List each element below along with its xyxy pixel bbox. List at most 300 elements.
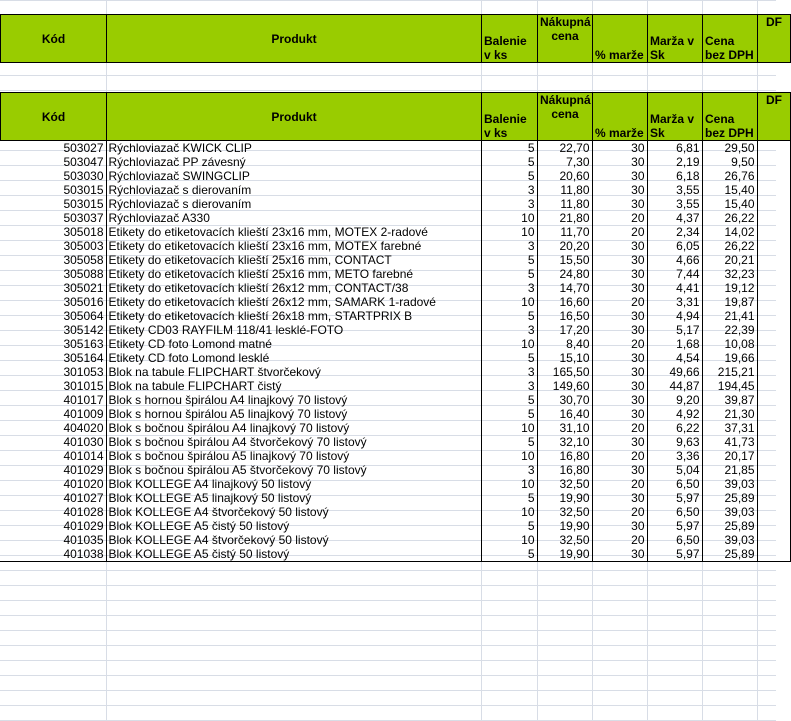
cell-kod[interactable]: 404020: [0, 421, 106, 435]
gridline: [0, 630, 776, 631]
cell-produkt[interactable]: Etikety do etiketovacích klieští 26x18 mm, STARTPRIX B: [106, 309, 481, 323]
cell-balenie[interactable]: 3: [481, 379, 537, 393]
cell-kod[interactable]: 305142: [0, 323, 106, 337]
table-row: [0, 211, 790, 225]
cell-kod[interactable]: 401027: [0, 491, 106, 505]
cell-kod[interactable]: 401028: [0, 505, 106, 519]
cell-balenie[interactable]: 5: [481, 267, 537, 281]
gridline: [0, 75, 776, 76]
cell-marze[interactable]: 30: [592, 197, 647, 211]
gridline: [0, 600, 776, 601]
cell-nakupna-cena[interactable]: 32,50: [537, 477, 592, 491]
cell-marze[interactable]: 30: [592, 351, 647, 365]
cell-marze[interactable]: 30: [592, 169, 647, 183]
cell-kod[interactable]: 401038: [0, 547, 106, 562]
cell-produkt[interactable]: Etikety CD03 RAYFILM 118/41 lesklé-FOTO: [106, 323, 481, 337]
header-balenie-2[interactable]: Balenie v ks: [482, 93, 538, 141]
header-kod-2[interactable]: Kód: [1, 93, 107, 141]
cell-balenie[interactable]: 10: [481, 505, 537, 519]
cell-cena-bez-dph[interactable]: 21,30: [702, 407, 757, 421]
table-row: [0, 295, 790, 309]
cell-marza-sk[interactable]: 5,97: [647, 491, 702, 505]
cell-kod[interactable]: 305003: [0, 239, 106, 253]
cell-balenie[interactable]: 10: [481, 533, 537, 547]
cell-cena-bez-dph[interactable]: 29,50: [702, 141, 757, 155]
cell-marze[interactable]: 20: [592, 295, 647, 309]
cell-produkt[interactable]: Blok s bočnou špirálou A5 linajkový 70 listový: [106, 449, 481, 463]
cell-marza-sk[interactable]: 7,44: [647, 267, 702, 281]
cell-marze[interactable]: 30: [592, 435, 647, 449]
cell-kod[interactable]: 401029: [0, 463, 106, 477]
cell-kod[interactable]: 401035: [0, 533, 106, 547]
table-row: [0, 337, 790, 351]
cell-dph[interactable]: [757, 197, 790, 211]
cell-cena-bez-dph[interactable]: 10,08: [702, 337, 757, 351]
cell-kod[interactable]: 305164: [0, 351, 106, 365]
cell-cena-bez-dph[interactable]: 20,21: [702, 253, 757, 267]
gridline: [0, 675, 776, 676]
cell-produkt[interactable]: Etikety do etiketovacích klieští 23x16 mm, MOTEX farebné: [106, 239, 481, 253]
cell-marza-sk[interactable]: 4,54: [647, 351, 702, 365]
gridline: [0, 570, 776, 571]
cell-produkt[interactable]: Etikety do etiketovacích klieští 25x16 mm, METO farebné: [106, 267, 481, 281]
table-row: [0, 505, 790, 519]
table-row: [0, 155, 790, 169]
cell-nakupna-cena[interactable]: 11,70: [537, 225, 592, 239]
cell-marza-sk[interactable]: 1,68: [647, 337, 702, 351]
cell-produkt[interactable]: Blok na tabule FLIPCHART štvorčekový: [106, 365, 481, 379]
cell-kod[interactable]: 401014: [0, 449, 106, 463]
cell-dph[interactable]: [757, 141, 790, 155]
cell-marze[interactable]: 20: [592, 477, 647, 491]
cell-produkt[interactable]: Blok KOLLEGE A4 štvorčekový 50 listový: [106, 505, 481, 519]
cell-nakupna-cena[interactable]: 32,10: [537, 435, 592, 449]
cell-kod[interactable]: 503037: [0, 211, 106, 225]
cell-cena-bez-dph[interactable]: 25,89: [702, 547, 757, 562]
cell-kod[interactable]: 305163: [0, 337, 106, 351]
cell-nakupna-cena[interactable]: 31,10: [537, 421, 592, 435]
cell-nakupna-cena[interactable]: 20,60: [537, 169, 592, 183]
cell-marza-sk[interactable]: 3,31: [647, 295, 702, 309]
table-row: [0, 323, 790, 337]
cell-nakupna-cena[interactable]: 11,80: [537, 197, 592, 211]
cell-dph[interactable]: [757, 379, 790, 393]
gridline: [0, 690, 776, 691]
cell-kod[interactable]: 503047: [0, 155, 106, 169]
cell-dph[interactable]: [757, 421, 790, 435]
cell-nakupna-cena[interactable]: 21,80: [537, 211, 592, 225]
cell-nakupna-cena[interactable]: 17,20: [537, 323, 592, 337]
cell-marze[interactable]: 20: [592, 505, 647, 519]
cell-produkt[interactable]: Blok na tabule FLIPCHART čistý: [106, 379, 481, 393]
cell-balenie[interactable]: 3: [481, 183, 537, 197]
cell-nakupna-cena[interactable]: 22,70: [537, 141, 592, 155]
table-row: [0, 435, 790, 449]
table-row: [0, 351, 790, 365]
cell-cena-bez-dph[interactable]: 39,03: [702, 477, 757, 491]
cell-dph[interactable]: [757, 253, 790, 267]
header-marza-sk[interactable]: Marža v Sk: [648, 15, 703, 63]
cell-cena-bez-dph[interactable]: 26,22: [702, 239, 757, 253]
cell-marza-sk[interactable]: 49,66: [647, 365, 702, 379]
cell-kod[interactable]: 503015: [0, 183, 106, 197]
cell-cena-bez-dph[interactable]: 20,17: [702, 449, 757, 463]
cell-nakupna-cena[interactable]: 32,50: [537, 505, 592, 519]
cell-kod[interactable]: 305016: [0, 295, 106, 309]
cell-produkt[interactable]: Etikety CD foto Lomond lesklé: [106, 351, 481, 365]
cell-dph[interactable]: [757, 211, 790, 225]
gridline: [0, 705, 776, 706]
cell-marze[interactable]: 30: [592, 323, 647, 337]
table-row: [0, 281, 790, 295]
cell-dph[interactable]: [757, 365, 790, 379]
cell-cena-bez-dph[interactable]: 15,40: [702, 197, 757, 211]
cell-marze[interactable]: 30: [592, 393, 647, 407]
cell-dph[interactable]: [757, 477, 790, 491]
cell-produkt[interactable]: Etikety do etiketovacích klieští 25x16 mm, CONTACT: [106, 253, 481, 267]
table-row: [0, 477, 790, 491]
cell-balenie[interactable]: 5: [481, 141, 537, 155]
cell-produkt[interactable]: Rýchloviazač KWICK CLIP: [106, 141, 481, 155]
cell-marza-sk[interactable]: 4,41: [647, 281, 702, 295]
header-dph-2[interactable]: DF: [758, 93, 791, 141]
gridline: [0, 90, 776, 91]
cell-cena-bez-dph[interactable]: 215,21: [702, 365, 757, 379]
cell-produkt[interactable]: Blok s bočnou špirálou A4 štvorčekový 70 listový: [106, 435, 481, 449]
cell-produkt[interactable]: Etikety do etiketovacích klieští 26x12 mm, CONTACT/38: [106, 281, 481, 295]
cell-kod[interactable]: 503027: [0, 141, 106, 155]
cell-nakupna-cena[interactable]: 16,40: [537, 407, 592, 421]
cell-produkt[interactable]: Etikety CD foto Lomond matné: [106, 337, 481, 351]
cell-produkt[interactable]: Blok s hornou špirálou A4 linajkový 70 listový: [106, 393, 481, 407]
gridline: [0, 660, 776, 661]
cell-marza-sk[interactable]: 4,66: [647, 253, 702, 267]
cell-balenie[interactable]: 3: [481, 463, 537, 477]
table-row: [0, 547, 790, 562]
cell-dph[interactable]: [757, 491, 790, 505]
header-nakupna-cena[interactable]: Nákupná cena: [538, 15, 593, 63]
cell-dph[interactable]: [757, 519, 790, 533]
table-row: [0, 239, 790, 253]
header-kod[interactable]: Kód: [1, 15, 107, 63]
cell-produkt[interactable]: Etikety do etiketovacích klieští 26x12 mm, SAMARK 1-radové: [106, 295, 481, 309]
cell-marza-sk[interactable]: 5,97: [647, 519, 702, 533]
cell-dph[interactable]: [757, 449, 790, 463]
cell-cena-bez-dph[interactable]: 194,45: [702, 379, 757, 393]
table-row: [0, 463, 790, 477]
cell-nakupna-cena[interactable]: 16,80: [537, 463, 592, 477]
cell-kod[interactable]: 305058: [0, 253, 106, 267]
cell-dph[interactable]: [757, 547, 790, 562]
gridline: [0, 585, 776, 586]
cell-produkt[interactable]: Rýchloviazač PP závesný: [106, 155, 481, 169]
cell-cena-bez-dph[interactable]: 39,03: [702, 533, 757, 547]
cell-cena-bez-dph[interactable]: 19,87: [702, 295, 757, 309]
cell-marze[interactable]: 30: [592, 155, 647, 169]
cell-nakupna-cena[interactable]: 15,50: [537, 253, 592, 267]
cell-marza-sk[interactable]: 5,04: [647, 463, 702, 477]
cell-marze[interactable]: 30: [592, 267, 647, 281]
cell-dph[interactable]: [757, 351, 790, 365]
cell-dph[interactable]: [757, 295, 790, 309]
cell-dph[interactable]: [757, 281, 790, 295]
cell-balenie[interactable]: 3: [481, 323, 537, 337]
cell-marza-sk[interactable]: 4,37: [647, 211, 702, 225]
cell-kod[interactable]: 305018: [0, 225, 106, 239]
header-produkt[interactable]: Produkt: [107, 15, 482, 63]
cell-produkt[interactable]: Rýchloviazač s dierovaním: [106, 197, 481, 211]
cell-nakupna-cena[interactable]: 19,90: [537, 547, 592, 562]
cell-balenie[interactable]: 10: [481, 337, 537, 351]
cell-nakupna-cena[interactable]: 8,40: [537, 337, 592, 351]
cell-marza-sk[interactable]: 3,55: [647, 183, 702, 197]
cell-dph[interactable]: [757, 183, 790, 197]
cell-balenie[interactable]: 5: [481, 351, 537, 365]
cell-cena-bez-dph[interactable]: 39,03: [702, 505, 757, 519]
table-row: [0, 393, 790, 407]
cell-nakupna-cena[interactable]: 19,90: [537, 491, 592, 505]
cell-produkt[interactable]: Blok s hornou špirálou A5 linajkový 70 listový: [106, 407, 481, 421]
cell-nakupna-cena[interactable]: 149,60: [537, 379, 592, 393]
cell-marze[interactable]: 30: [592, 365, 647, 379]
cell-marza-sk[interactable]: 3,55: [647, 197, 702, 211]
cell-nakupna-cena[interactable]: 11,80: [537, 183, 592, 197]
cell-produkt[interactable]: Rýchloviazač s dierovaním: [106, 183, 481, 197]
cell-marza-sk[interactable]: 6,50: [647, 505, 702, 519]
cell-balenie[interactable]: 5: [481, 547, 537, 562]
cell-marze[interactable]: 30: [592, 519, 647, 533]
cell-balenie[interactable]: 3: [481, 197, 537, 211]
cell-cena-bez-dph[interactable]: 21,41: [702, 309, 757, 323]
cell-produkt[interactable]: Rýchloviazač A330: [106, 211, 481, 225]
cell-kod[interactable]: 301015: [0, 379, 106, 393]
cell-dph[interactable]: [757, 533, 790, 547]
cell-balenie[interactable]: 3: [481, 365, 537, 379]
cell-kod[interactable]: 401029: [0, 519, 106, 533]
cell-marza-sk[interactable]: 6,18: [647, 169, 702, 183]
cell-nakupna-cena[interactable]: 16,50: [537, 309, 592, 323]
cell-marze[interactable]: 20: [592, 225, 647, 239]
table-row: [0, 491, 790, 505]
cell-marze[interactable]: 30: [592, 547, 647, 562]
cell-nakupna-cena[interactable]: 30,70: [537, 393, 592, 407]
cell-cena-bez-dph[interactable]: 26,76: [702, 169, 757, 183]
cell-dph[interactable]: [757, 225, 790, 239]
cell-marza-sk[interactable]: 9,63: [647, 435, 702, 449]
cell-cena-bez-dph[interactable]: 39,87: [702, 393, 757, 407]
cell-cena-bez-dph[interactable]: 9,50: [702, 155, 757, 169]
cell-cena-bez-dph[interactable]: 32,23: [702, 267, 757, 281]
frozen-header-row: [0, 14, 791, 63]
cell-cena-bez-dph[interactable]: 19,12: [702, 281, 757, 295]
cell-balenie[interactable]: 5: [481, 155, 537, 169]
cell-marze[interactable]: 30: [592, 239, 647, 253]
cell-cena-bez-dph[interactable]: 19,66: [702, 351, 757, 365]
cell-balenie[interactable]: 5: [481, 169, 537, 183]
cell-balenie[interactable]: 10: [481, 211, 537, 225]
cell-marza-sk[interactable]: 6,05: [647, 239, 702, 253]
table-row: [0, 225, 790, 239]
cell-marze[interactable]: 20: [592, 211, 647, 225]
header-marze-percent[interactable]: % marže: [593, 15, 648, 63]
cell-balenie[interactable]: 5: [481, 253, 537, 267]
cell-marze[interactable]: 30: [592, 141, 647, 155]
cell-marza-sk[interactable]: 4,94: [647, 309, 702, 323]
cell-balenie[interactable]: 5: [481, 491, 537, 505]
table-row: [0, 253, 790, 267]
cell-produkt[interactable]: Blok KOLLEGE A5 linajkový 50 listový: [106, 491, 481, 505]
cell-marza-sk[interactable]: 6,22: [647, 421, 702, 435]
header-dph[interactable]: DF: [758, 15, 791, 63]
cell-marza-sk[interactable]: 3,36: [647, 449, 702, 463]
cell-dph[interactable]: [757, 267, 790, 281]
cell-marza-sk[interactable]: 6,81: [647, 141, 702, 155]
header-marze-percent-2[interactable]: % marže: [593, 93, 648, 141]
cell-kod[interactable]: 503015: [0, 197, 106, 211]
cell-balenie[interactable]: 5: [481, 407, 537, 421]
cell-marze[interactable]: 30: [592, 253, 647, 267]
gridline: [0, 615, 776, 616]
data-table: [0, 141, 791, 562]
table-row: [0, 421, 790, 435]
cell-cena-bez-dph[interactable]: 25,89: [702, 519, 757, 533]
cell-dph[interactable]: [757, 155, 790, 169]
cell-cena-bez-dph[interactable]: 26,22: [702, 211, 757, 225]
table-row: [0, 519, 790, 533]
cell-nakupna-cena[interactable]: 165,50: [537, 365, 592, 379]
cell-marza-sk[interactable]: 5,97: [647, 547, 702, 562]
cell-balenie[interactable]: 5: [481, 393, 537, 407]
cell-marze[interactable]: 30: [592, 491, 647, 505]
cell-marza-sk[interactable]: 2,34: [647, 225, 702, 239]
cell-nakupna-cena[interactable]: 16,60: [537, 295, 592, 309]
cell-marza-sk[interactable]: 9,20: [647, 393, 702, 407]
gridline: [0, 0, 776, 1]
cell-balenie[interactable]: 10: [481, 295, 537, 309]
cell-nakupna-cena[interactable]: 19,90: [537, 519, 592, 533]
cell-balenie[interactable]: 10: [481, 449, 537, 463]
cell-marze[interactable]: 30: [592, 183, 647, 197]
cell-dph[interactable]: [757, 393, 790, 407]
cell-balenie[interactable]: 10: [481, 421, 537, 435]
cell-kod[interactable]: 301053: [0, 365, 106, 379]
cell-kod[interactable]: 401020: [0, 477, 106, 491]
cell-cena-bez-dph[interactable]: 14,02: [702, 225, 757, 239]
cell-nakupna-cena[interactable]: 20,20: [537, 239, 592, 253]
cell-kod[interactable]: 503030: [0, 169, 106, 183]
cell-marza-sk[interactable]: 6,50: [647, 477, 702, 491]
cell-marze[interactable]: 20: [592, 533, 647, 547]
cell-balenie[interactable]: 3: [481, 239, 537, 253]
cell-cena-bez-dph[interactable]: 41,73: [702, 435, 757, 449]
header-cena-bez-dph[interactable]: Cena bez DPH: [703, 15, 758, 63]
cell-produkt[interactable]: Blok KOLLEGE A5 čistý 50 listový: [106, 519, 481, 533]
cell-marze[interactable]: 20: [592, 337, 647, 351]
cell-cena-bez-dph[interactable]: 21,85: [702, 463, 757, 477]
header-cena-bez-dph-2[interactable]: Cena bez DPH: [703, 93, 758, 141]
cell-nakupna-cena[interactable]: 7,30: [537, 155, 592, 169]
cell-nakupna-cena[interactable]: 24,80: [537, 267, 592, 281]
table-row: [0, 183, 790, 197]
cell-kod[interactable]: 305064: [0, 309, 106, 323]
cell-produkt[interactable]: Blok s bočnou špirálou A4 linajkový 70 listový: [106, 421, 481, 435]
header-marza-sk-2[interactable]: Marža v Sk: [648, 93, 703, 141]
cell-marze[interactable]: 30: [592, 463, 647, 477]
cell-balenie[interactable]: 5: [481, 519, 537, 533]
cell-cena-bez-dph[interactable]: 22,39: [702, 323, 757, 337]
cell-marza-sk[interactable]: 2,19: [647, 155, 702, 169]
cell-kod[interactable]: 305088: [0, 267, 106, 281]
table-row: [0, 407, 790, 421]
cell-dph[interactable]: [757, 435, 790, 449]
cell-dph[interactable]: [757, 323, 790, 337]
table-row: [0, 309, 790, 323]
cell-dph[interactable]: [757, 169, 790, 183]
cell-dph[interactable]: [757, 337, 790, 351]
cell-produkt[interactable]: Blok KOLLEGE A4 štvorčekový 50 listový: [106, 533, 481, 547]
cell-marza-sk[interactable]: 4,92: [647, 407, 702, 421]
table-header-row: [0, 92, 791, 141]
cell-marze[interactable]: 30: [592, 407, 647, 421]
cell-marze[interactable]: 30: [592, 281, 647, 295]
cell-marze[interactable]: 20: [592, 449, 647, 463]
table-row: [0, 449, 790, 463]
cell-produkt[interactable]: Etikety do etiketovacích klieští 23x16 mm, MOTEX 2-radové: [106, 225, 481, 239]
cell-produkt[interactable]: Rýchloviazač SWINGCLIP: [106, 169, 481, 183]
cell-marze[interactable]: 30: [592, 309, 647, 323]
cell-marza-sk[interactable]: 5,17: [647, 323, 702, 337]
cell-kod[interactable]: 401017: [0, 393, 106, 407]
cell-marze[interactable]: 30: [592, 379, 647, 393]
cell-dph[interactable]: [757, 505, 790, 519]
header-nakupna-cena-2[interactable]: Nákupná cena: [538, 93, 593, 141]
cell-cena-bez-dph[interactable]: 37,31: [702, 421, 757, 435]
cell-dph[interactable]: [757, 407, 790, 421]
header-balenie[interactable]: Balenie v ks: [482, 15, 538, 63]
cell-balenie[interactable]: 10: [481, 477, 537, 491]
cell-balenie[interactable]: 5: [481, 435, 537, 449]
cell-kod[interactable]: 401030: [0, 435, 106, 449]
cell-balenie[interactable]: 3: [481, 281, 537, 295]
table-row: [0, 533, 790, 547]
header-produkt-2[interactable]: Produkt: [107, 93, 482, 141]
cell-cena-bez-dph[interactable]: 15,40: [702, 183, 757, 197]
gridline: [0, 645, 776, 646]
table-row: [0, 169, 790, 183]
cell-produkt[interactable]: Blok s bočnou špirálou A5 štvorčekový 70 listový: [106, 463, 481, 477]
table-row: [0, 267, 790, 281]
cell-marza-sk[interactable]: 6,50: [647, 533, 702, 547]
cell-kod[interactable]: 305021: [0, 281, 106, 295]
cell-nakupna-cena[interactable]: 14,70: [537, 281, 592, 295]
cell-balenie[interactable]: 5: [481, 309, 537, 323]
cell-produkt[interactable]: Blok KOLLEGE A4 linajkový 50 listový: [106, 477, 481, 491]
cell-dph[interactable]: [757, 463, 790, 477]
cell-dph[interactable]: [757, 309, 790, 323]
cell-balenie[interactable]: 10: [481, 225, 537, 239]
cell-nakupna-cena[interactable]: 16,80: [537, 449, 592, 463]
cell-nakupna-cena[interactable]: 15,10: [537, 351, 592, 365]
table-row: [0, 197, 790, 211]
cell-nakupna-cena[interactable]: 32,50: [537, 533, 592, 547]
cell-dph[interactable]: [757, 239, 790, 253]
cell-marza-sk[interactable]: 44,87: [647, 379, 702, 393]
cell-cena-bez-dph[interactable]: 25,89: [702, 491, 757, 505]
table-row: [0, 365, 790, 379]
cell-marze[interactable]: 20: [592, 421, 647, 435]
cell-kod[interactable]: 401009: [0, 407, 106, 421]
cell-produkt[interactable]: Blok KOLLEGE A5 čistý 50 listový: [106, 547, 481, 562]
